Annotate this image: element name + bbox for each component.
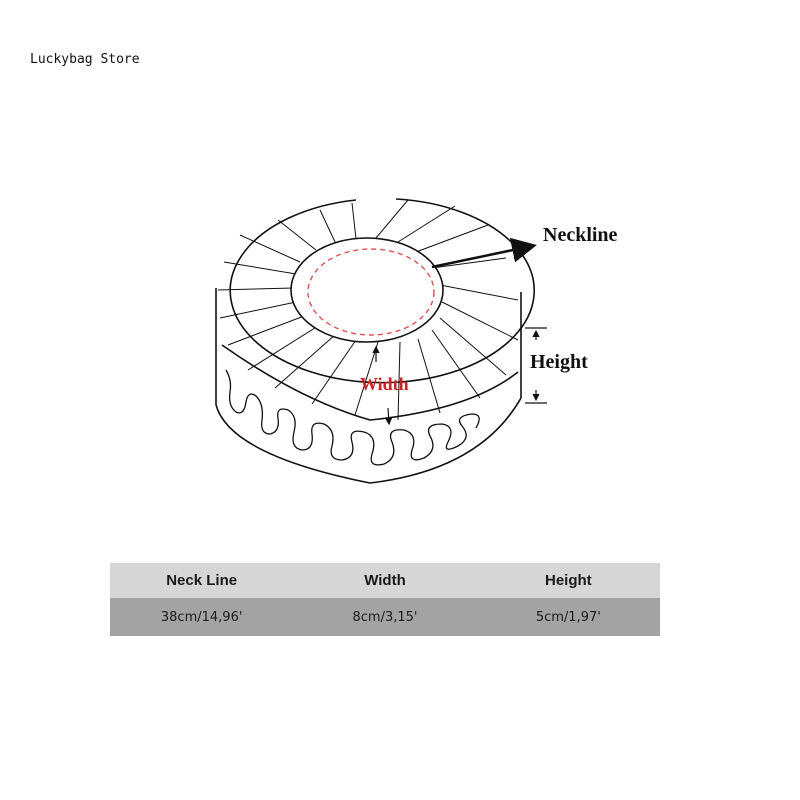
- header-height: Height: [477, 563, 660, 598]
- table-row: [110, 598, 660, 636]
- neckline-arrow: [432, 246, 532, 267]
- store-name: Luckybag Store: [30, 52, 140, 67]
- cell-height: 5cm/1,97': [477, 598, 660, 636]
- width-label: Width: [360, 374, 409, 394]
- height-label: Height: [530, 351, 588, 373]
- neckline-label: Neckline: [543, 224, 618, 246]
- header-width: Width: [293, 563, 476, 598]
- neckline-ellipse: [291, 238, 443, 342]
- header-neck-line: Neck Line: [110, 563, 293, 598]
- cell-neck-line: 38cm/14,96': [110, 598, 293, 636]
- size-table-header-row: [110, 563, 660, 598]
- size-table: [110, 563, 660, 636]
- cell-width: 8cm/3,15': [293, 598, 476, 636]
